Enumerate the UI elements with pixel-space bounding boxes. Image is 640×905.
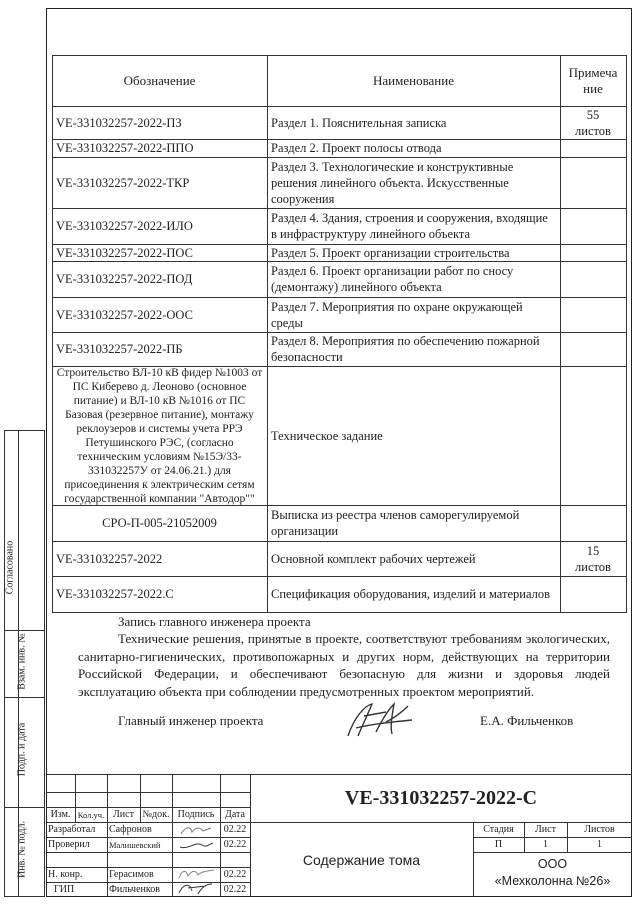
header-note: Примечание (568, 64, 618, 96)
row-7-name: Раздел 7. Мероприятия по охране окружающей среды (271, 299, 523, 330)
row-5-designation: VE-331032257-2022-ПОС (56, 245, 193, 260)
sheets-header: Листов (584, 823, 615, 835)
chief-engineer-label: Главный инженер проекта (118, 713, 264, 728)
stamp-agreed: Согласовано (4, 540, 16, 595)
document-code: VE-331032257-2022-С (344, 787, 538, 809)
header-name: Наименование (373, 72, 454, 88)
date-gip: 02.22 (223, 883, 247, 895)
col-list: Лист (113, 808, 134, 820)
row-7-designation: VE-331032257-2022-ООС (56, 307, 193, 322)
name-norm-control: Герасимов (109, 868, 154, 880)
role-developed: Разработал (48, 823, 96, 835)
row-11-designation: VE-331032257-2022 (56, 551, 163, 566)
col-kol: Кол.уч. (77, 809, 105, 820)
col-ndoc: №док. (142, 808, 170, 820)
signature-developed (178, 823, 214, 837)
stage-header: Стадия (483, 823, 514, 835)
name-checked: Малишевский (109, 839, 161, 850)
row-1-note: 55 листов (575, 107, 611, 138)
row-9-name: Техническое задание (271, 428, 383, 443)
header-designation: Обозначение (123, 72, 196, 88)
row-10-name: Выписка из реестра членов саморегулируемой организации (271, 508, 520, 538)
document-title: Содержание тома (302, 851, 421, 868)
row-3-designation: VE-331032257-2022-ТКР (56, 175, 190, 190)
signature-gip (176, 881, 216, 896)
record-statement: Технические решения, принятые в проекте, соответствуют требованиям экологических, санитарно-гигиенических, противопожарных и других норм, действующих на территории Российской Федерации, и обеспечивают безопасную для жизни и здоровья людей эксплуатацию объекта при соблюдении предусмотренных проектом мероприятий. (78, 631, 610, 699)
record-title: Запись главного инженера проекта (118, 614, 311, 629)
organization (473, 856, 632, 890)
row-1-designation: VE-331032257-2022-ПЗ (56, 115, 182, 130)
stamp-inv-orig: Инв. № подл. (16, 821, 28, 878)
row-5-name: Раздел 5. Проект организации строительства (271, 245, 510, 260)
stamp-sign-date: Подп. и дата (16, 722, 28, 777)
sheet-value: 1 (543, 838, 548, 850)
row-12-designation: VE-331032257-2022.С (56, 587, 174, 601)
organization-name: «Мехколонна №26» (494, 874, 611, 888)
role-norm-control: Н. конр. (48, 868, 83, 880)
row-3-name: Раздел 3. Технологические и конструктивные решения линейного объекта. Искусственные сооружения (271, 159, 514, 206)
col-izm: Изм. (50, 808, 71, 820)
chief-engineer-signature (342, 698, 417, 742)
sheets-value: 1 (597, 838, 602, 850)
row-1-name: Раздел 1. Пояснительная записка (271, 115, 447, 130)
name-gip: Фильченков (109, 883, 160, 895)
col-sign: Подпись (177, 808, 215, 820)
row-11-note: 15 листов (575, 543, 611, 574)
name-developed: Сафронов (109, 823, 152, 835)
date-checked: 02.22 (223, 838, 247, 850)
role-gip: ГИП (54, 883, 75, 895)
side-stamp (4, 430, 46, 897)
sheet-header: Лист (535, 823, 556, 835)
row-4-designation: VE-331032257-2022-ИЛО (56, 219, 193, 233)
date-developed: 02.22 (223, 823, 247, 835)
role-checked: Проверил (48, 838, 90, 850)
row-8-designation: VE-331032257-2022-ПБ (56, 342, 183, 356)
row-8-name: Раздел 8. Мероприятия по обеспечению пожарной безопасности (271, 334, 540, 364)
row-6-name: Раздел 6. Проект организации работ по сносу (демонтажу) линейного объекта (271, 264, 514, 294)
stamp-replaces-inv: Взам. инв. № (16, 633, 28, 690)
stage-value: П (494, 838, 503, 850)
row-2-name: Раздел 2. Проект полосы отвода (271, 141, 442, 155)
row-4-name: Раздел 4. Здания, строения и сооружения, входящие в инфраструктуру линейного объекта (271, 211, 548, 241)
row-12-name: Спецификация оборудования, изделий и материалов (271, 587, 551, 601)
organization-type: ООО (537, 857, 568, 871)
row-9-designation: Строительство ВЛ-10 кВ фидер №1003 от ПС Киберево д. Леоново (основное питание) и ВЛ-10 кВ №1016 от ПС Базовая (резервное питание), монтажу реклоузеров и системы учета РРЭ Петушинского РЭС, (согласно техническим условиям №15Э/33-331032257У от 24.06.21.) для присоединения к электрическим сетям государственной компании "Автодор"" (56, 366, 263, 505)
row-10-designation: СРО-П-005-21052009 (102, 516, 217, 530)
col-date: Дата (225, 808, 245, 820)
row-6-designation: VE-331032257-2022-ПОД (56, 272, 193, 286)
date-norm-control: 02.22 (223, 868, 247, 880)
signature-checked (178, 838, 214, 852)
signature-norm-control (176, 866, 216, 881)
row-11-name: Основной комплект рабочих чертежей (271, 551, 476, 566)
row-2-designation: VE-331032257-2022-ППО (56, 141, 194, 155)
chief-engineer-name: Е.А. Фильченков (480, 713, 574, 728)
